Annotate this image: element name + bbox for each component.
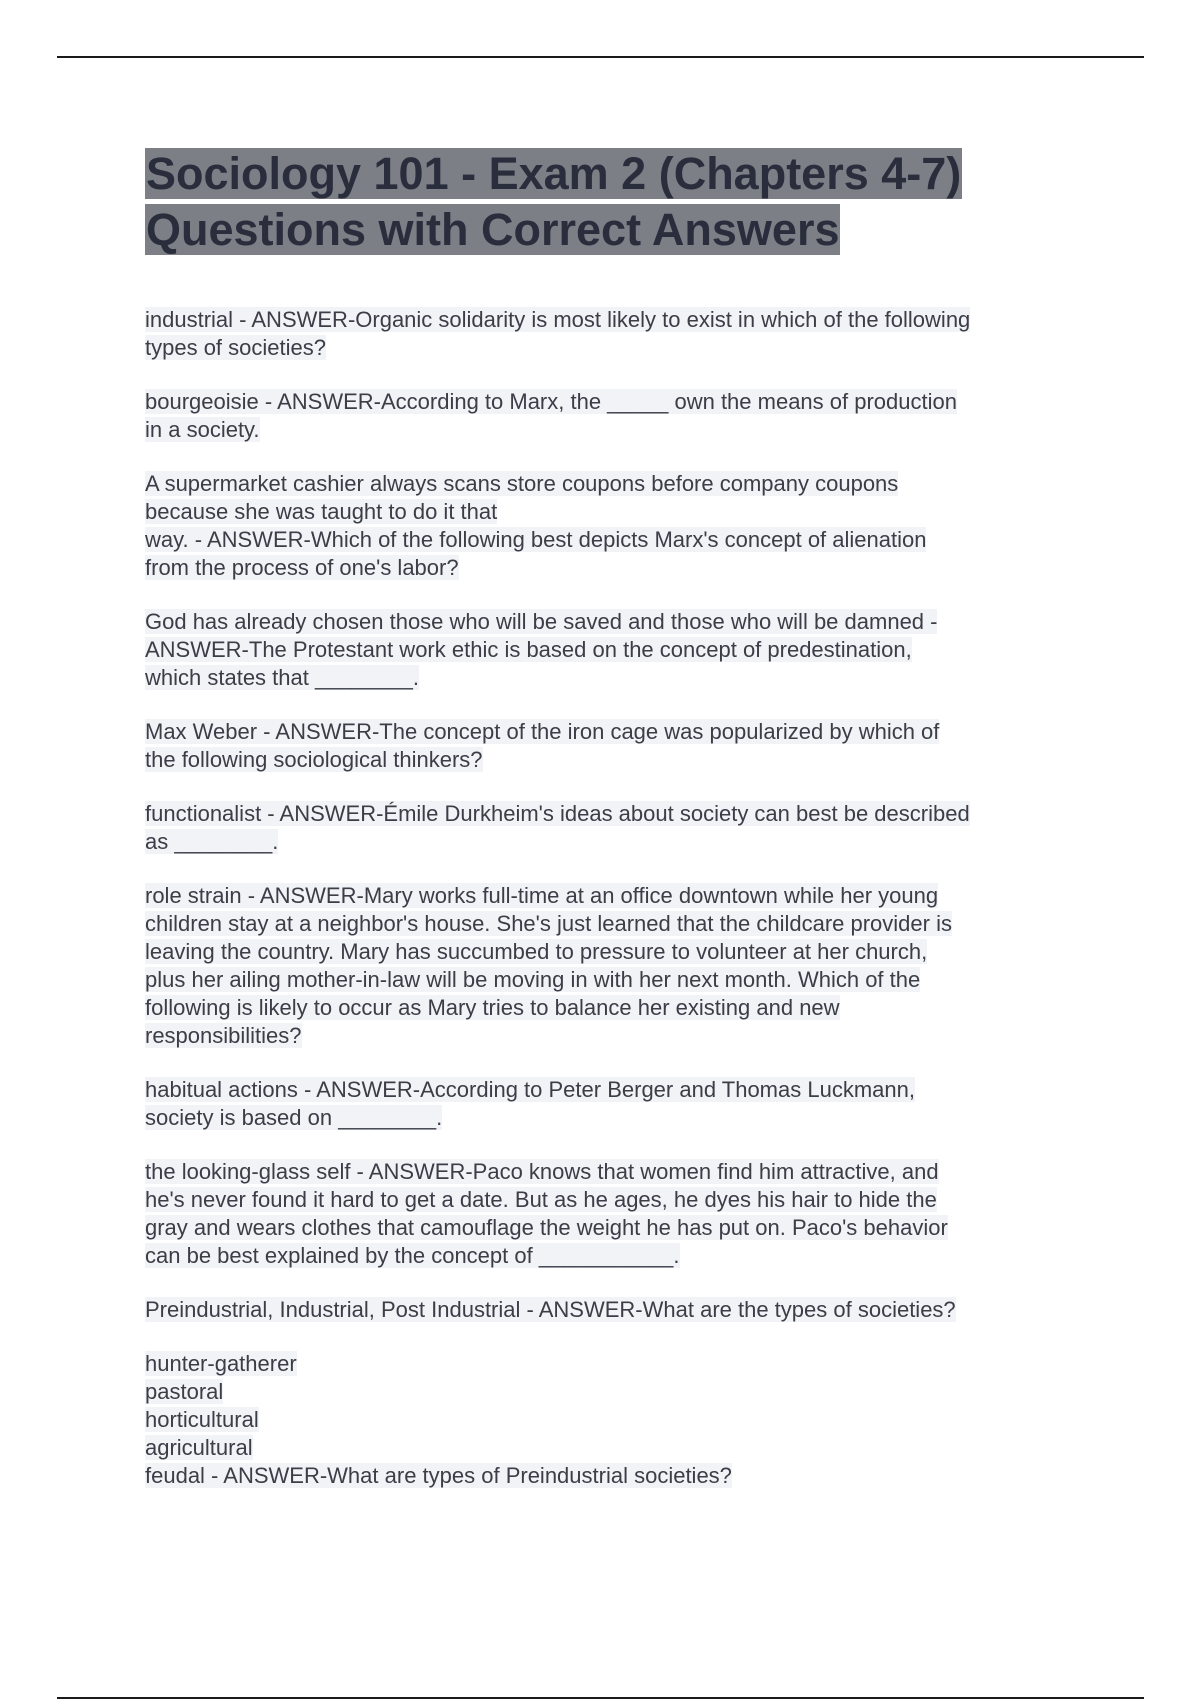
qa-item: industrial - ANSWER-Organic solidarity is most likely to exist in which of the following types of societies?: [145, 307, 971, 360]
document-title: [145, 146, 1065, 258]
qa-item: hunter-gatherer pastoral horticultural agricultural feudal - ANSWER-What are types of Preindustrial societies?: [145, 1351, 732, 1488]
qa-item: role strain - ANSWER-Mary works full-time at an office downtown while her young children stay at a neighbor's house. She's just learned that the childcare provider is leaving the country. Mary has succumbed to pressure to volunteer at her church, plus her ailing mother-in-law will be moving in with her next month. Which of the following is likely to occur as Mary tries to balance her existing and new responsibilities?: [145, 883, 952, 1048]
qa-item: Max Weber - ANSWER-The concept of the iron cage was popularized by which of the following sociological thinkers?: [145, 719, 940, 772]
qa-item: bourgeoisie - ANSWER-According to Marx, the _____ own the means of production in a society.: [145, 389, 957, 442]
qa-item: God has already chosen those who will be saved and those who will be damned - ANSWER-The Protestant work ethic is based on the concept of predestination, which states that ________.: [145, 609, 938, 690]
title-line-2: Questions with Correct Answers: [146, 204, 840, 255]
top-rule: [57, 56, 1144, 58]
bottom-rule: [57, 1697, 1144, 1699]
title-line-1: Sociology 101 - Exam 2 (Chapters 4-7): [146, 148, 962, 199]
document-body: [145, 146, 1065, 1516]
qa-list: [145, 306, 1065, 1490]
qa-item: functionalist - ANSWER-Émile Durkheim's ideas about society can best be described as ________.: [145, 801, 970, 854]
qa-item: the looking-glass self - ANSWER-Paco knows that women find him attractive, and he's never found it hard to get a date. But as he ages, he dyes his hair to hide the gray and wears clothes that camouflage the weight he has put on. Paco's behavior can be best explained by the concept of ___________.: [145, 1159, 948, 1268]
qa-item: A supermarket cashier always scans store coupons before company coupons because she was taught to do it that way. - ANSWER-Which of the following best depicts Marx's concept of alienation from the process of one's labor?: [145, 471, 927, 580]
qa-item: habitual actions - ANSWER-According to Peter Berger and Thomas Luckmann, society is based on ________.: [145, 1077, 915, 1130]
qa-item: Preindustrial, Industrial, Post Industrial - ANSWER-What are the types of societies?: [145, 1297, 956, 1322]
